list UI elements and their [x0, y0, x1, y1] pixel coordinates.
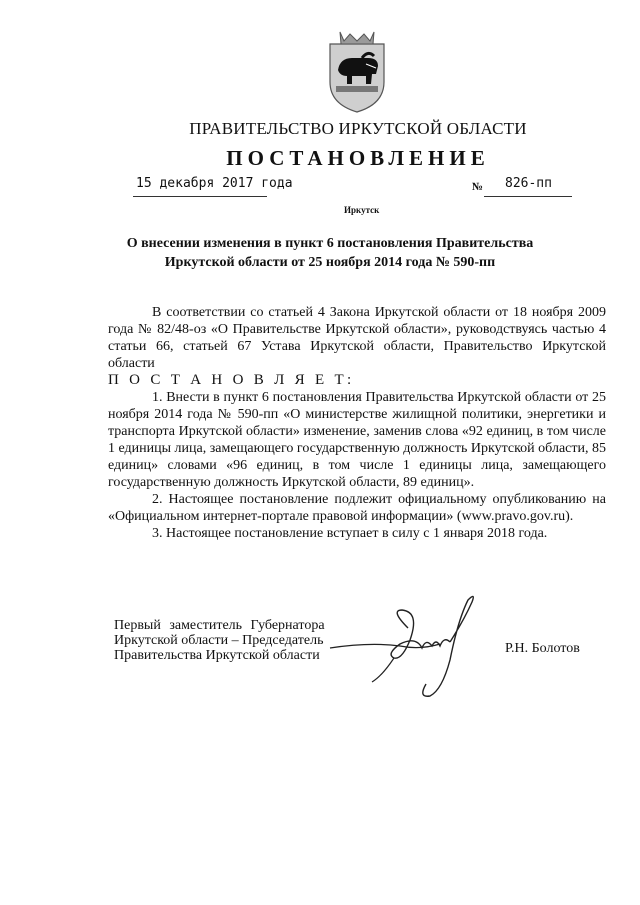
document-date: 15 декабря 2017 года — [136, 176, 293, 191]
number-sign: № — [472, 181, 484, 193]
document-body — [108, 304, 606, 542]
city-name: Иркутск — [344, 205, 380, 215]
item-2-paragraph: 2. Настоящее постановление подлежит официальному опубликованию на «Официальном интернет-портале правовой информации» (www.pravo.gov.ru). — [108, 492, 606, 524]
document-number: 826-пп — [505, 176, 552, 191]
resolves-heading: П О С Т А Н О В Л Я Е Т: — [108, 372, 355, 388]
coat-of-arms-emblem — [326, 28, 388, 114]
number-underline — [484, 196, 572, 197]
subject-line-1: О внесении изменения в пункт 6 постановления Правительства — [126, 236, 534, 251]
government-name: ПРАВИТЕЛЬСТВО ИРКУТСКОЙ ОБЛАСТИ — [189, 119, 527, 138]
handwritten-signature — [290, 580, 480, 700]
document-subject — [110, 234, 550, 272]
position-line-3: Правительства Иркутской области — [114, 648, 320, 663]
item-1-paragraph: 1. Внести в пункт 6 постановления Правительства Иркутской области от 25 ноября 2014 года № 590-пп «О министерстве жилищной политики, энергетики и транспорта Иркутской области» изменение, заменив слова «92 единиц, в том числе 1 единицы лица, замещающего государственную должность Иркутской области, 85 единиц» словами «96 единиц, в том числе 1 единицы лица, замещающего государственную должность Иркутской области, 89 единиц». — [108, 390, 606, 490]
preamble-paragraph: В соответствии со статьей 4 Закона Иркутской области от 18 ноября 2009 года № 82/48-оз «О Правительстве Иркутской области», руководствуясь частью 4 статьи 66, статьей 67 Устава Иркутской области, Правительство Иркутской области — [108, 305, 606, 371]
date-underline — [133, 196, 267, 197]
subject-line-2: Иркутской области от 25 ноября 2014 года № 590-пп — [164, 255, 496, 270]
position-line-2: Иркутской области – Председатель — [114, 633, 324, 648]
position-line-1: Первый заместитель Губернатора — [114, 618, 325, 633]
item-3-paragraph: 3. Настоящее постановление вступает в силу с 1 января 2018 года. — [152, 526, 548, 541]
signer-name: Р.Н. Болотов — [505, 641, 580, 656]
document-type: ПОСТАНОВЛЕНИЕ — [226, 146, 490, 170]
